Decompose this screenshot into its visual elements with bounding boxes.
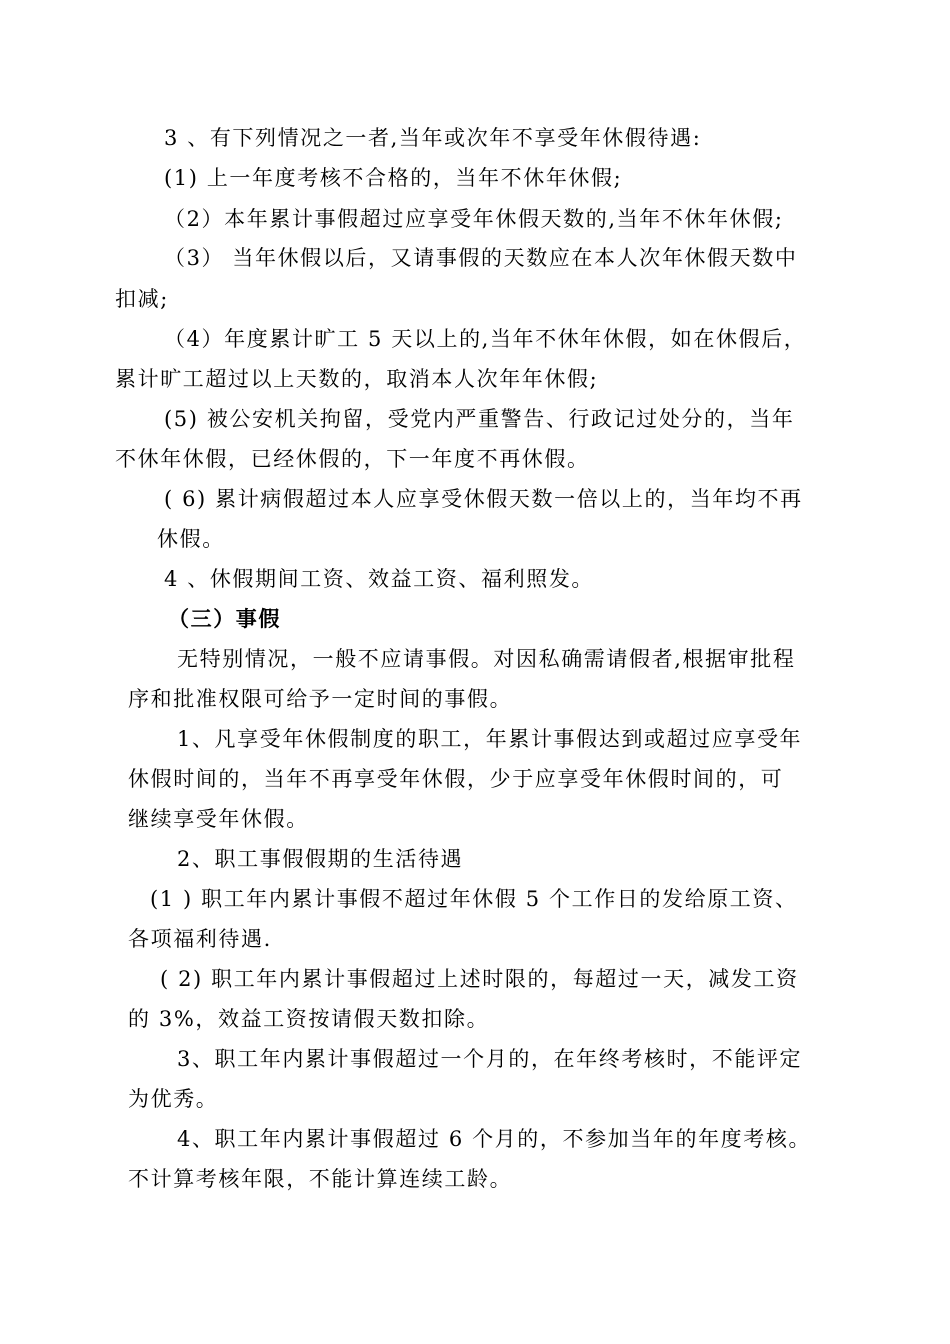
text-line: （2）本年累计事假超过应享受年休假天数的,当年不休年休假; (164, 207, 784, 231)
text-line: 3 、有下列情况之一者,当年或次年不享受年休假待遇: (164, 126, 702, 150)
text-line: 不休年休假，已经休假的，下一年度不再休假。 (115, 447, 590, 471)
text-line: 1、凡享受年休假制度的职工，年累计事假达到或超过应享受年 (177, 727, 803, 751)
text-line: (1) 上一年度考核不合格的，当年不休年休假; (164, 166, 623, 190)
section-heading: （三）事假 (168, 606, 281, 631)
text-line: (5) 被公安机关拘留，受党内严重警告、行政记过处分的，当年 (164, 407, 795, 431)
text-line: 3、职工年内累计事假超过一个月的，在年终考核时，不能评定 (177, 1047, 803, 1071)
text-line: 休假。 (157, 527, 225, 551)
text-line: （4）年度累计旷工 5 天以上的,当年不休年休假，如在休假后， (164, 327, 807, 351)
text-line: 序和批准权限可给予一定时间的事假。 (128, 687, 513, 711)
text-line: 2、职工事假假期的生活待遇 (177, 847, 464, 871)
text-line: 继续享受年休假。 (128, 807, 309, 831)
text-line: 累计旷工超过以上天数的，取消本人次年年休假; (115, 367, 599, 391)
text-line: 为优秀。 (128, 1087, 219, 1111)
text-line: 的 3%，效益工资按请假天数扣除。 (128, 1007, 490, 1031)
text-line: 无特别情况，一般不应请事假。对因私确需请假者,根据审批程 (177, 647, 796, 671)
text-line: 休假时间的，当年不再享受年休假，少于应享受年休假时间的，可 (128, 767, 784, 791)
text-line: 不计算考核年限，不能计算连续工龄。 (128, 1167, 513, 1191)
text-line: 4 、休假期间工资、效益工资、福利照发。 (164, 567, 595, 591)
text-line: 各项福利待遇. (128, 927, 272, 951)
text-line: ( 6) 累计病假超过本人应享受休假天数一倍以上的，当年均不再 (164, 487, 803, 511)
text-line: 扣减; (115, 287, 169, 311)
text-line: ( 2) 职工年内累计事假超过上述时限的，每超过一天，减发工资 (160, 967, 799, 991)
text-line: (1 ) 职工年内累计事假不超过年休假 5 个工作日的发给原工资、 (150, 887, 798, 911)
text-line: 4、职工年内累计事假超过 6 个月的，不参加当年的年度考核。 (177, 1127, 812, 1151)
text-line: （3） 当年休假以后，又请事假的天数应在本人次年休假天数中 (164, 246, 798, 270)
